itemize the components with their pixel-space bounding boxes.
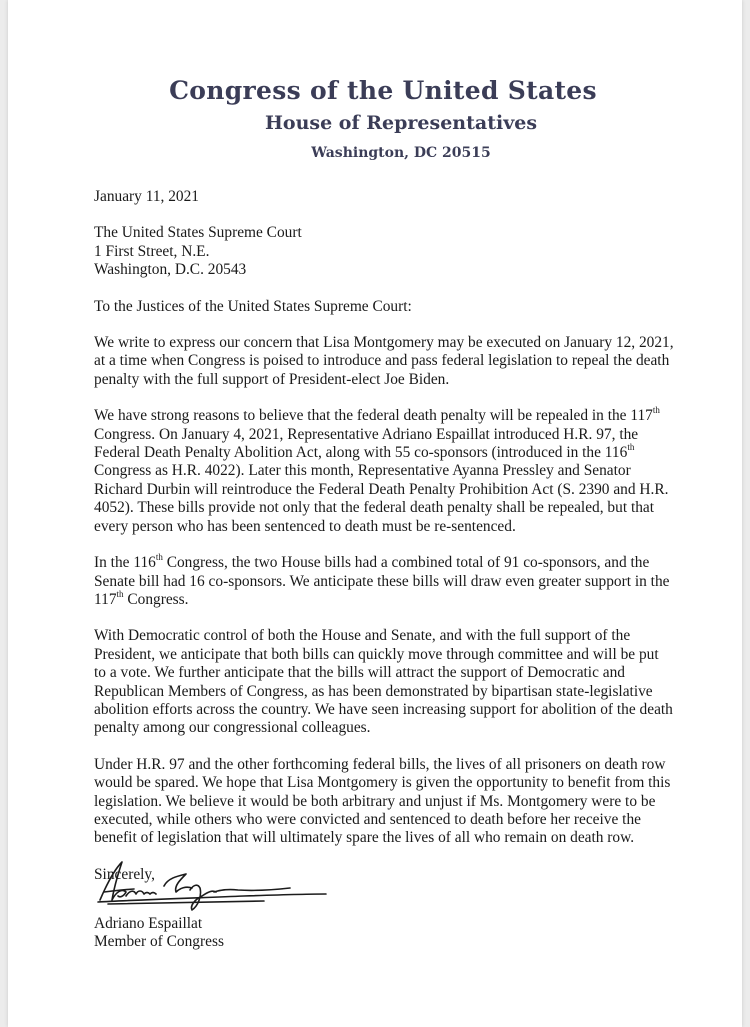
letterhead-address: Washington, DC 20515 (311, 145, 491, 161)
paragraph-3-text-a: In the 116 (94, 554, 156, 572)
recipient-line-1: The United States Supreme Court (94, 224, 302, 242)
signature-strokes (98, 862, 326, 910)
paragraph-1: We write to express our concern that Lisa Montgomery may be executed on January 12, 2021, at a time when Congress is poised to introduce and pass federal legislation to repeal the death penalty with the full support of President-elect Joe Biden. (94, 334, 674, 388)
letter-body (94, 188, 674, 884)
ordinal-suffix: th (116, 588, 124, 599)
paragraph-3-text-c: Congress. (123, 590, 189, 608)
recipient-line-2: 1 First Street, N.E. (94, 242, 210, 260)
signer-name: Adriano Espaillat (94, 915, 203, 932)
paragraph-3 (94, 551, 674, 609)
paragraph-5: Under H.R. 97 and the other forthcoming federal bills, the lives of all prisoners on death row would be spared. We hope that Lisa Montgomery is given the opportunity to benefit from this legislation. We believe it would be both arbitrary and unjust if Ms. Montgomery were to be executed, while others who were convicted and sentenced to death before her receive the benefit of legislation that will ultimately spare the lives of all who remain on death row. (94, 755, 671, 847)
paragraph-4: With Democratic control of both the House and Senate, and with the full support of the President, we anticipate that both bills can quickly move through committee and will be put to a vote. We further anticipate that the bills will attract the support of Democratic and Republican Members of Congress, as has been demonstrated by bipartisan state-legislative abolition efforts across the country. We have seen increasing support for abolition of the death penalty among our congressional colleagues. (94, 627, 673, 737)
letterhead-house: House of Representatives (264, 112, 538, 134)
paragraph-3-text-b: Congress, the two House bills had a combined total of 91 co-sponsors, and the Senate bill had 16 co-sponsors. We anticipate these bills will draw even greater support in the 117 (94, 554, 670, 608)
letter-page (8, 0, 742, 1027)
ordinal-suffix: th (652, 405, 660, 416)
signature-block (94, 915, 224, 952)
letterhead-congress: Congress of the United States (169, 76, 597, 105)
ordinal-suffix: th (627, 441, 635, 452)
recipient-address (94, 224, 674, 279)
closing: Sincerely, (94, 865, 155, 883)
letter-date: January 11, 2021 (94, 188, 200, 205)
paragraph-2-text-a: We have strong reasons to believe that the federal death penalty will be repealed in the 117 (94, 407, 653, 425)
signer-title: Member of Congress (94, 933, 224, 951)
handwritten-signature (94, 856, 334, 916)
paragraph-2-text-b: Congress. On January 4, 2021, Representative Adriano Espaillat introduced H.R. 97, the Federal Death Penalty Abolition Act, along with 55 co-sponsors (introduced in the 116 (94, 425, 639, 462)
paragraph-2-text-c: Congress as H.R. 4022). Later this month, Representative Ayanna Pressley and Senator Richard Durbin will reintroduce the Federal Death Penalty Prohibition Act (S. 2390 and H.R. 4052). These bills provide not only that the federal death penalty shall be repealed, but that every person who has been sentenced to death must be re-sentenced. (94, 462, 669, 535)
paragraph-2 (94, 407, 674, 536)
recipient-line-3: Washington, D.C. 20543 (94, 261, 247, 279)
salutation: To the Justices of the United States Supreme Court: (94, 297, 412, 315)
ordinal-suffix: th (155, 551, 163, 562)
